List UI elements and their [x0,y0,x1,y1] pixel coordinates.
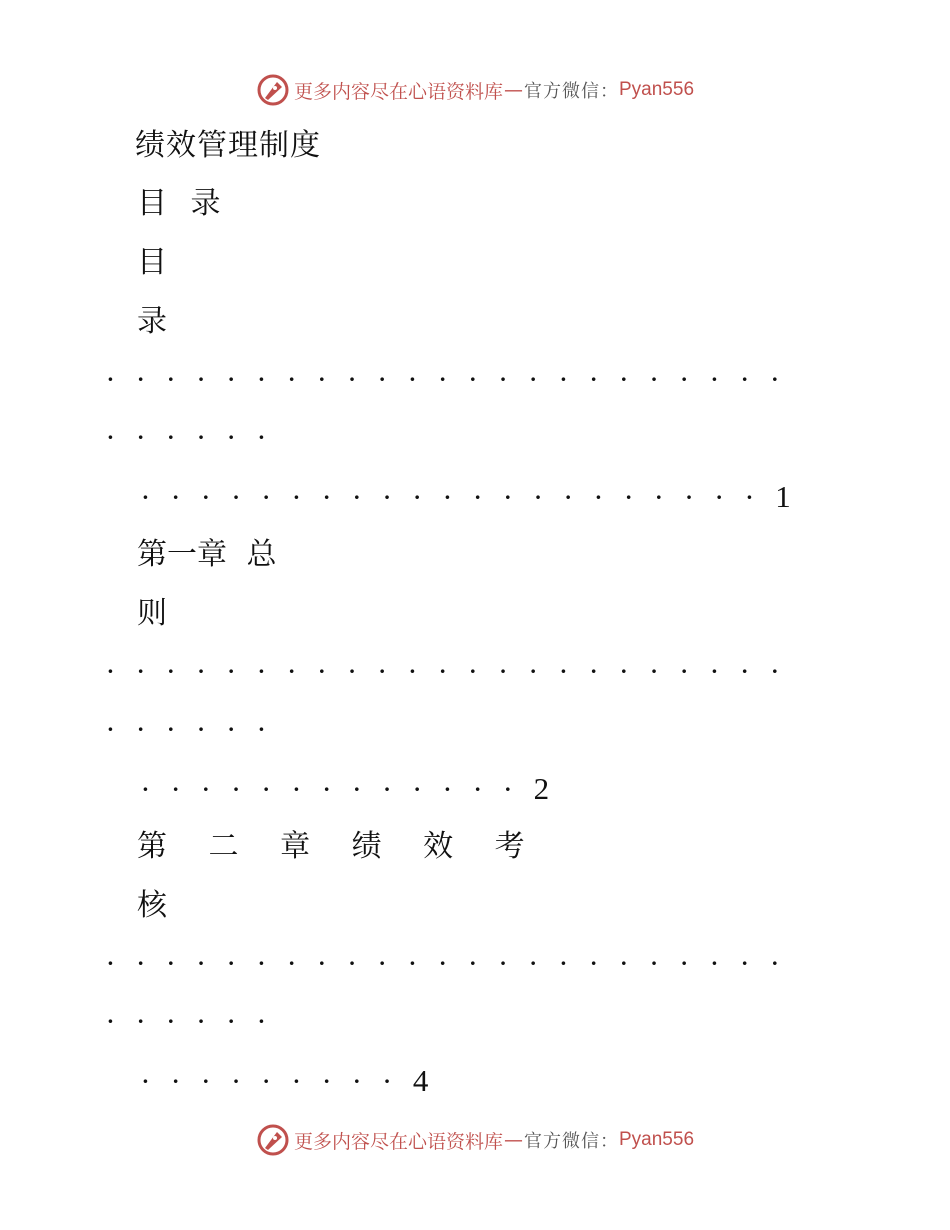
document-title: 绩效管理制度 [135,128,321,163]
watermark-wechat-id: Pyan556 [619,79,695,100]
toc-leader-dots: ········· [141,1065,413,1098]
header-watermark [0,70,950,110]
watermark-text: 更多内容尽在心语资料库 [293,1130,503,1153]
toc-entry-page-line[interactable] [141,1063,450,1098]
toc-entry-chapter-1[interactable]: 第一章 总 [137,537,277,572]
pen-nib-circle-icon [256,73,290,107]
toc-heading-line-2: 录 [137,304,167,339]
watermark-official-label: 官方微信： [524,81,619,102]
toc-heading: 目 录 [137,186,221,221]
watermark-separator: — [504,1129,523,1151]
watermark-separator: — [504,79,523,101]
toc-leader-dots: ······················· [106,363,801,396]
toc-entry-chapter-2-cont[interactable]: 核 [137,888,167,923]
watermark-text: 更多内容尽在心语资料库 [293,80,503,103]
watermark-official-label: 官方微信： [524,1131,619,1152]
toc-page-number: 4 [412,1063,450,1098]
toc-entry-page-line[interactable] [141,479,813,514]
toc-leader-dots: ······················· [106,655,801,688]
watermark-wechat-id: Pyan556 [619,1129,695,1150]
toc-heading-line-1: 目 [137,245,167,280]
toc-leader-dots: ······ [106,713,288,746]
toc-entry-page-line[interactable] [141,771,571,806]
toc-entry-chapter-2[interactable]: 第 二 章 绩 效 考 [137,829,541,864]
toc-leader-dots: ······················· [106,947,801,980]
toc-leader-dots: ············· [141,773,534,806]
toc-entry-chapter-1-cont[interactable]: 则 [137,596,167,631]
toc-page-number: 2 [533,771,571,806]
pen-nib-circle-icon [256,1123,290,1157]
toc-leader-dots: ······ [106,421,288,454]
toc-leader-dots: ······ [106,1005,288,1038]
toc-page-number: 1 [775,479,813,514]
footer-watermark [0,1120,950,1160]
toc-leader-dots: ····················· [141,481,776,514]
